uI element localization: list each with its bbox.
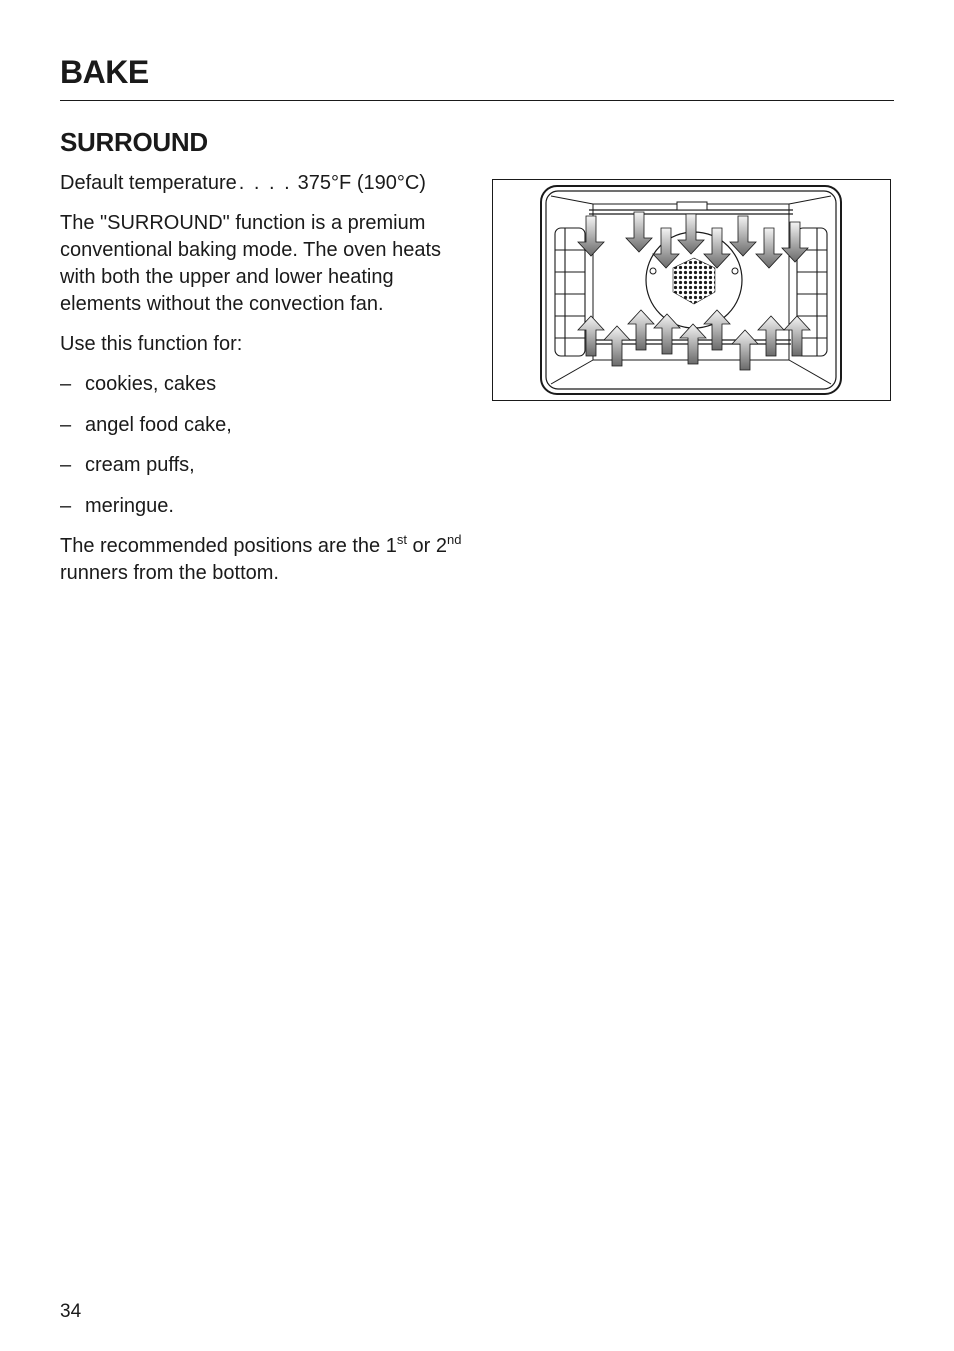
fan-screw bbox=[732, 268, 738, 274]
list-item bbox=[60, 452, 480, 479]
ordinal-suffix-st: st bbox=[396, 532, 407, 547]
title-divider bbox=[60, 100, 894, 101]
element-mount bbox=[677, 202, 707, 210]
list-item-text: cream puffs, bbox=[85, 454, 195, 476]
left-rack bbox=[555, 228, 585, 356]
arrow-up-icon bbox=[578, 316, 604, 356]
recommended-positions bbox=[60, 533, 480, 587]
dash-bullet: – bbox=[60, 413, 72, 436]
use-intro: Use this function for: bbox=[60, 333, 243, 355]
oven-diagram bbox=[492, 179, 891, 401]
list-item-text: angel food cake, bbox=[85, 413, 232, 436]
ordinal-suffix-nd: nd bbox=[447, 532, 462, 547]
arrow-up-icon bbox=[758, 316, 784, 356]
list-item-text: cookies, cakes bbox=[85, 373, 217, 395]
section-body bbox=[60, 170, 480, 600]
list-item bbox=[60, 412, 480, 439]
upper-heating-element bbox=[589, 210, 793, 214]
list-item-text: meringue. bbox=[85, 494, 174, 517]
function-description: The "SURROUND" function is a premium conventional baking mode. The oven heats with both the upper and lower heating elements without the convection fan. bbox=[60, 212, 442, 315]
dash-bullet: – bbox=[60, 373, 72, 395]
recommendation-suffix: runners from the bottom. bbox=[60, 562, 279, 584]
oven-illustration bbox=[493, 180, 889, 399]
default-temperature-line bbox=[60, 170, 480, 197]
arrow-down-icon bbox=[730, 216, 756, 256]
default-temperature-value: 375°F (190°C) bbox=[297, 172, 426, 194]
arrow-up-icon bbox=[784, 316, 810, 356]
default-temperature-label: Default temperature bbox=[60, 172, 237, 194]
recommendation-prefix: The recommended positions are the 1 bbox=[60, 535, 397, 557]
list-item bbox=[60, 493, 480, 520]
arrow-down-icon bbox=[626, 212, 652, 252]
page-title: BAKE bbox=[60, 54, 149, 90]
dash-bullet: – bbox=[60, 494, 72, 517]
fan-screw bbox=[650, 268, 656, 274]
dash-bullet: – bbox=[60, 454, 72, 476]
list-item bbox=[60, 371, 480, 398]
use-list bbox=[60, 371, 480, 520]
section-title: SURROUND bbox=[60, 127, 208, 157]
page-number: 34 bbox=[60, 1301, 82, 1322]
leader-dots: . . . . bbox=[238, 172, 292, 194]
arrow-down-icon bbox=[756, 228, 782, 268]
arrow-up-icon bbox=[732, 330, 758, 370]
recommendation-mid: or 2 bbox=[406, 535, 448, 557]
